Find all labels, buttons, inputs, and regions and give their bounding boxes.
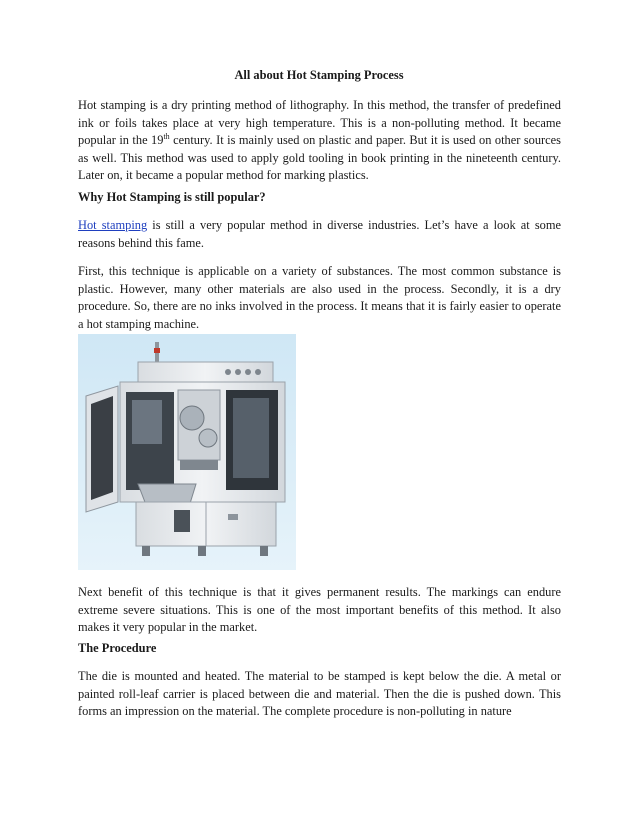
document-title: All about Hot Stamping Process	[234, 68, 404, 82]
hot-stamping-link[interactable]: Hot stamping	[78, 218, 148, 232]
hot-stamping-machine-image	[78, 334, 296, 570]
popular-text: is still a very popular method in diverse industries. Let’s have a look at some reasons behind this fame.	[78, 218, 561, 250]
procedure-paragraph: The die is mounted and heated. The material to be stamped is kept below the die. A metal or painted roll-leaf carrier is placed between die and material. Then the die is pushed down. This forms an impression on the material. The complete procedure is non-polluting in nature	[78, 669, 561, 719]
first-paragraph: First, this technique is applicable on a variety of substances. The most common substance is plastic. However, many other materials are also used in the process. Secondly, it is a dry procedure. So, there are no inks involved in the process. It means that it is fairly easier to operate a hot stamping machine.	[78, 264, 561, 331]
intro-superscript: th	[163, 132, 170, 142]
hot-stamping-machine-icon	[78, 334, 296, 570]
heading-procedure: The Procedure	[78, 641, 157, 655]
intro-text-start: Hot stamping is a dry printing method of lithography. In this method, the transfer of predefined ink or foils takes place at very high temperature. This is a non-polluting method. It became popular in the 19	[78, 98, 561, 148]
intro-text-end: century. It is mainly used on plastic and paper. But it is used on other sources as well. This method was used to apply gold tooling in book printing in the nineteenth century. Later on, it became a popular method for marking plastics.	[78, 133, 562, 183]
popular-paragraph	[78, 217, 561, 252]
intro-paragraph	[78, 97, 561, 185]
heading-why-popular: Why Hot Stamping is still popular?	[78, 190, 266, 204]
next-benefit-paragraph: Next benefit of this technique is that it gives permanent results. The markings can endure extreme severe situations. This is one of the most important benefits of this method. It also makes it very popular in the market.	[78, 585, 561, 635]
